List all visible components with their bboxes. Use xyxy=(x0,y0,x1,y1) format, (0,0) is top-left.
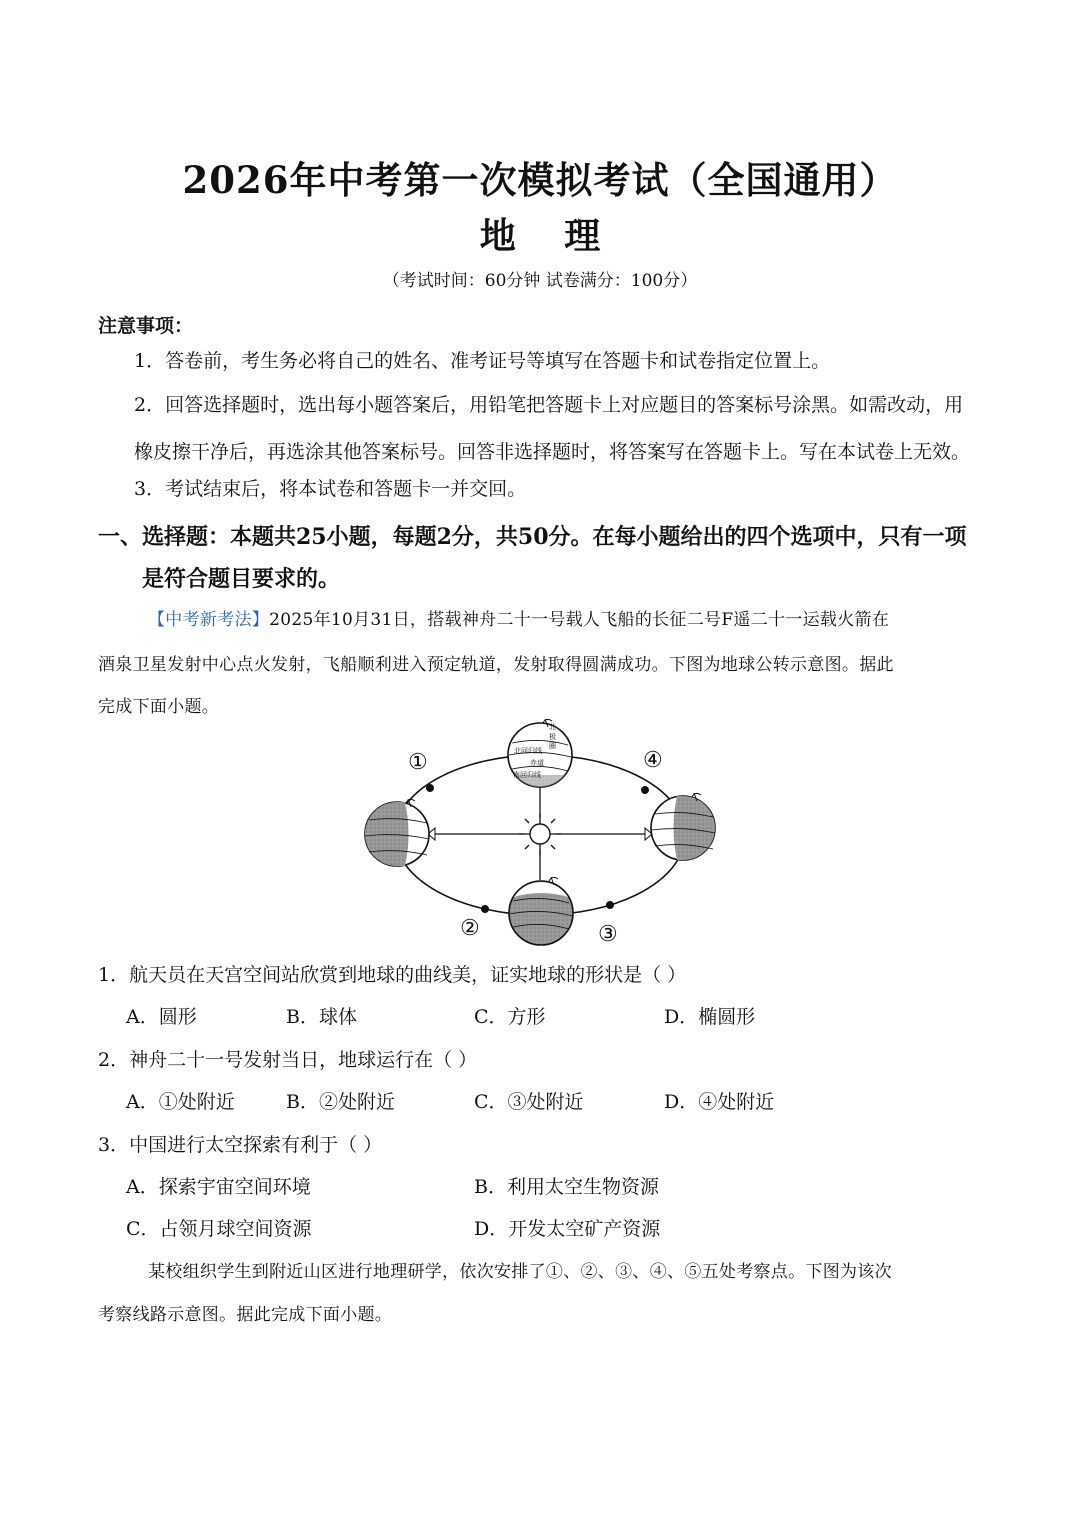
exam-title: 2026年中考第一次模拟考试（全国通用） xyxy=(182,158,898,202)
section-heading-cont: 是符合题目要求的。 xyxy=(142,566,341,592)
q1-option-d[interactable]: D．椭圆形 xyxy=(664,1006,756,1028)
globe-label-north: 北 xyxy=(549,723,556,731)
subject-title: 地 理 xyxy=(479,215,619,257)
q1-option-a[interactable]: A．圆形 xyxy=(126,1006,197,1028)
orbit-dot-3 xyxy=(606,901,614,909)
q3-option-a[interactable]: A．探索宇宙空间环境 xyxy=(126,1176,311,1198)
position-label-2: ② xyxy=(460,916,480,941)
position-label-4: ④ xyxy=(643,748,663,773)
note-item-1: 1．答卷前，考生务必将自己的姓名、准考证号等填写在答题卡和试卷指定位置上。 xyxy=(134,350,831,372)
question-3: 3．中国进行太空探索有利于（ ） xyxy=(98,1134,383,1156)
orbit-dot-2 xyxy=(481,905,489,913)
section-heading: 一、选择题：本题共25小题，每题2分，共50分。在每小题给出的四个选项中，只有一项 xyxy=(98,524,967,550)
orbit-dot-1 xyxy=(426,784,434,792)
globe-left xyxy=(365,799,429,866)
note-item-3: 3．考试结束后，将本试卷和答题卡一并交回。 xyxy=(134,478,527,500)
globe-label-arctic-a: 极 xyxy=(549,733,556,741)
note-item-2: 2．回答选择题时，选出每小题答案后，用铅笔把答题卡上对应题目的答案标号涂黑。如需改动，用 xyxy=(134,394,964,416)
globe-label-equator: 赤道 xyxy=(530,759,544,767)
passage2-line-2: 考察线路示意图。据此完成下面小题。 xyxy=(98,1305,393,1325)
q3-option-c[interactable]: C．占领月球空间资源 xyxy=(126,1218,312,1240)
passage-line-1 xyxy=(148,605,889,630)
globe-top xyxy=(508,719,572,787)
orbit-dot-4 xyxy=(641,786,649,794)
q3-option-b[interactable]: B．利用太空生物资源 xyxy=(474,1176,659,1198)
exam-info: （考试时间：60分钟 试卷满分：100分） xyxy=(382,271,698,291)
passage2-line-1: 某校组织学生到附近山区进行地理研学，依次安排了①、②、③、④、⑤五处考察点。下图为该次 xyxy=(148,1262,892,1282)
question-2: 2．神舟二十一号发射当日，地球运行在（ ） xyxy=(98,1049,478,1071)
position-label-1: ① xyxy=(408,750,428,775)
q3-option-d[interactable]: D．开发太空矿产资源 xyxy=(474,1218,661,1240)
passage-text: 2025年10月31日，搭载神舟二十一号载人飞船的长征二号F遥二十一运载火箭在 xyxy=(269,610,890,630)
globe-label-arctic-b: 圈 xyxy=(549,742,556,750)
globe-label-tropic-cancer: 北回归线 xyxy=(514,747,542,755)
position-label-3: ③ xyxy=(598,922,618,947)
earth-revolution-diagram xyxy=(350,715,730,950)
q2-option-a[interactable]: A．①处附近 xyxy=(126,1091,235,1113)
question-1: 1．航天员在天宫空间站欣赏到地球的曲线美，证实地球的形状是（ ） xyxy=(98,964,687,986)
passage-line-2: 酒泉卫星发射中心点火发射，飞船顺利进入预定轨道，发射取得圆满成功。下图为地球公转示意图。据此 xyxy=(98,655,894,675)
q2-option-c[interactable]: C．③处附近 xyxy=(474,1091,584,1113)
q2-option-b[interactable]: B．②处附近 xyxy=(286,1091,395,1113)
new-method-tag: 【中考新考法】 xyxy=(148,610,270,630)
note-item-2-cont: 橡皮擦干净后，再选涂其他答案标号。回答非选择题时，将答案写在答题卡上。写在本试卷上无效。 xyxy=(134,441,971,463)
q1-option-b[interactable]: B．球体 xyxy=(286,1006,357,1028)
q1-option-c[interactable]: C．方形 xyxy=(474,1006,546,1028)
globe-bottom xyxy=(509,877,573,945)
passage-line-3: 完成下面小题。 xyxy=(98,697,220,717)
q2-option-d[interactable]: D．④处附近 xyxy=(664,1091,775,1113)
globe-right xyxy=(651,793,715,860)
notes-heading: 注意事项： xyxy=(98,315,194,337)
globe-label-tropic-capricorn: 南回归线 xyxy=(513,771,541,779)
